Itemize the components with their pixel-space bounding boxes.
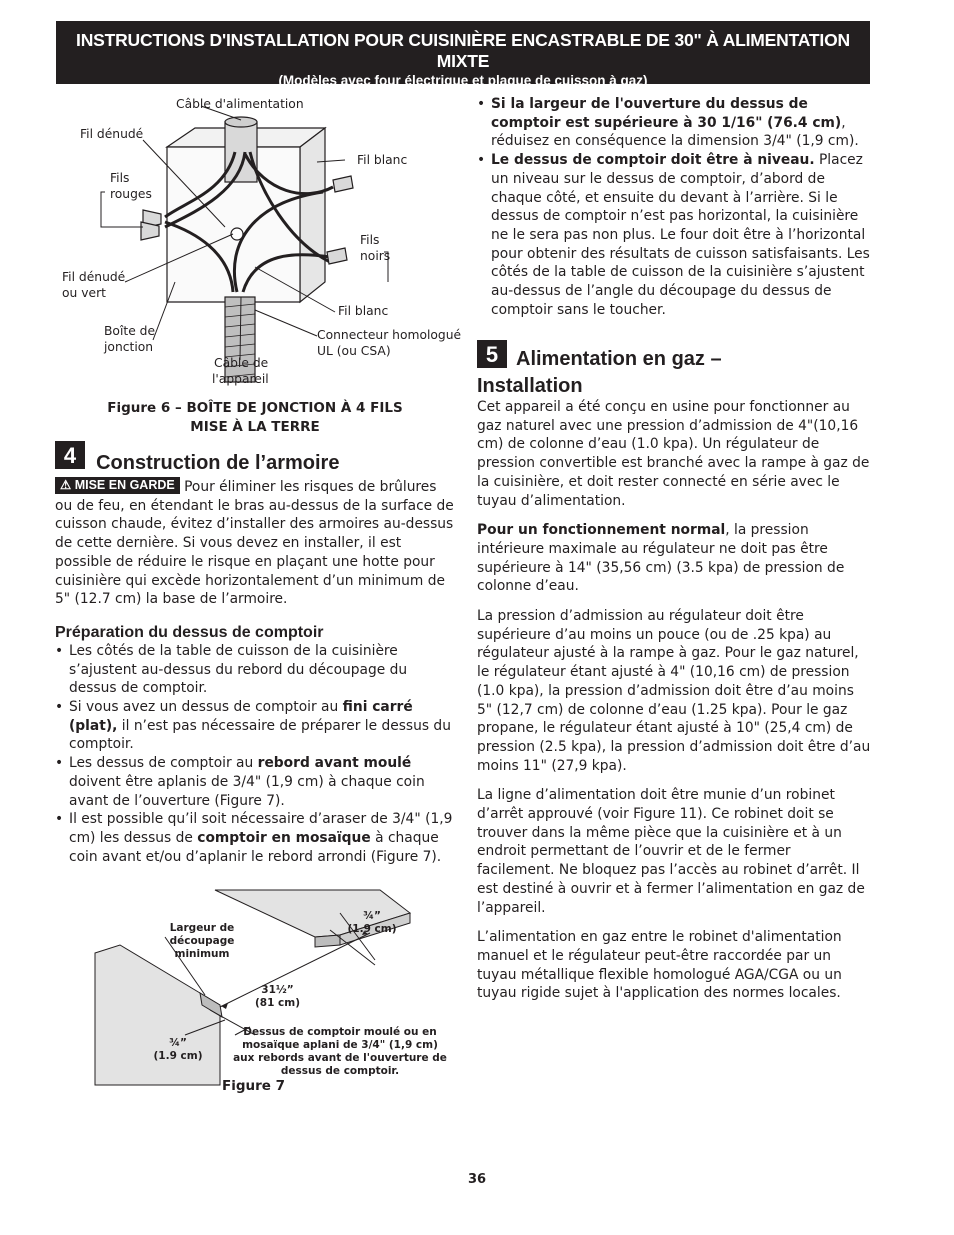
section-5-para-5: L’alimentation en gaz entre le robinet d'alimentation manuel et le régulateur peut-être raccordée par un tuyau métallique flexible homologué AGA/CGA ou un tuyau rigide sujet à l'application des normes locales. — [477, 929, 842, 1002]
countertop-requirements-list — [477, 95, 872, 319]
list-item: • Les côtés de la table de cuisson de la cuisinière s’ajustent au-dessus du rebord du découpage du dessus de comptoir. — [55, 642, 408, 697]
label-fil-denude-vert-1: Fil dénudé — [62, 270, 126, 284]
label-fil-denude: Fil dénudé — [80, 127, 144, 141]
section-5 — [477, 340, 872, 1003]
warning-label: MISE EN GARDE — [74, 478, 175, 492]
section-4-title: Construction de l’armoire — [96, 452, 340, 474]
section-4 — [55, 441, 455, 866]
section-5-heading — [477, 340, 872, 396]
section-5-para-2: Pour un fonctionnement normal, la pression intérieure maximale au régulateur ne doit pas être supérieure à 14" (35,56 cm) (3.5 kpa) de pression de colonne d’eau. — [477, 522, 845, 595]
section-5-number: 5 — [477, 340, 507, 368]
label-boite-1: Boîte de — [104, 324, 156, 338]
figure-6-caption-line-2: MISE À LA TERRE — [190, 419, 320, 435]
label-cable-appareil-2: l'appareil — [212, 372, 269, 386]
list-item: • Les dessus de comptoir au rebord avant moulé doivent être aplanis de 3/4" (1,9 cm) à chaque coin avant de l’ouverture (Figure 7). — [55, 755, 425, 809]
section-5-title-2: Installation — [477, 375, 583, 397]
page-header — [56, 21, 870, 88]
label-connecteur-1: Connecteur homologué — [317, 328, 462, 342]
warning-badge — [55, 477, 180, 494]
label-fils-noirs-1: Fils — [360, 233, 380, 247]
fig7-dim-bot: ¾” (1.9 cm) — [153, 1037, 203, 1062]
countertop-prep-list — [55, 642, 455, 866]
right-column — [477, 95, 872, 319]
fig7-dim-top: ¾” (1.9 cm) — [347, 910, 397, 935]
fig7-largeur: Largeur de découpage minimum — [169, 922, 235, 960]
figure-7-caption: Figure 7 — [222, 1078, 286, 1094]
label-fil-blanc-top: Fil blanc — [357, 153, 408, 167]
figure-6-caption — [55, 399, 455, 437]
warning-text: Pour éliminer les risques de brûlures ou de feu, en étendant le bras au-dessus de la surface de cuisson chaude, évitez d’installer des armoires au-dessus de cette dernière. Si vous devez en installer, il est possible de réduire le risque en plaçant une hotte pour cuisinière qui excède horizontalement d’un minimum de 5" (12.7 cm) la base de l’armoire. — [55, 479, 454, 608]
label-fil-denude-vert-2: ou vert — [62, 286, 106, 300]
page-number: 36 — [467, 1172, 487, 1187]
section-4-warning — [55, 477, 455, 609]
list-item: • Le dessus de comptoir doit être à niveau. Placez un niveau sur le dessus de comptoir, d’abord de chaque côté, et ensuite du devant à l’arrière. Si le dessus de comptoir n’est pas horizontal, la cuisinière ne le sera pas non plus. Le four doit être à l’horizontal pour obtenir des résultats de cuisson satisfaisants. Les côtés de la table de cuisson de la cuisinière s’ajustent au-dessus de l’angle du découpage du dessus de comptoir sans le toucher. — [477, 152, 870, 318]
label-cable-alimentation: Câble d'alimentation — [176, 97, 304, 111]
section-5-para-1: Cet appareil a été conçu en usine pour fonctionner au gaz naturel avec une pression d’admission de 4"(10,16 cm) de colonne d’eau (1.0 kpa). Un régulateur de pression convertible est branché avec la rampe à gaz de la cuisinière, et doit rester connecté en série avec le tuyau d’alimentation. — [477, 399, 870, 509]
list-item: • Si la largeur de l'ouverture du dessus de comptoir est supérieure à 30 1/16" (76.4 cm), réduisez en conséquence la dimension 3/4" (1,9 cm). — [477, 96, 859, 150]
label-cable-appareil-1: Câble de — [214, 356, 269, 370]
list-item: • Il est possible qu’il soit nécessaire d’araser de 3/4" (1,9 cm) les dessus de comptoir en mosaïque à chaque coin avant et/ou d’aplanir le rebord arrondi (Figure 7). — [55, 811, 453, 865]
header-title: INSTRUCTIONS D'INSTALLATION POUR CUISINIÈRE ENCASTRABLE DE 30" À ALIMENTATION MIXTE — [76, 30, 850, 71]
section-5-para-3: La pression d’admission au régulateur doit être supérieure d’au moins un pouce (ou de .25 kpa) au régulateur ajusté à la rampe à gaz. Pour le gaz naturel, le régulateur étant ajusté à 4" (10,16 cm) de pression (1.0 kpa), la pression d’admission doit être d’au moins 5" (12,7 cm) de colonne d’eau (1.25 kpa). Pour le gaz propane, le régulateur étant ajusté à 10" (25,4 cm) de pression (2.5 kpa), la pression d’admission doit être d’au moins 11" (27,9 kpa). — [477, 608, 871, 774]
fig7-dim-mid: 31½” (81 cm) — [254, 984, 301, 1009]
list-item: • Si vous avez un dessus de comptoir au fini carré (plat), il n’est pas nécessaire de préparer le dessus du comptoir. — [55, 699, 451, 753]
section-4-heading — [55, 441, 455, 473]
label-fils-rouges-2: rouges — [110, 187, 152, 201]
figure-6-caption-line-1: Figure 6 – BOÎTE DE JONCTION À 4 FILS — [107, 400, 403, 416]
figure-7 — [90, 885, 470, 1100]
section-4-number: 4 — [55, 441, 85, 469]
warning-icon: ⚠ — [60, 478, 72, 492]
figure-6 — [55, 92, 465, 392]
section-5-title-1: Alimentation en gaz – — [516, 348, 722, 370]
countertop-prep-heading: Préparation du dessus de comptoir — [55, 623, 324, 641]
label-connecteur-2: UL (ou CSA) — [317, 344, 391, 358]
header-subtitle: (Modèles avec four électrique et plaque de cuisson à gaz) — [278, 73, 648, 88]
section-5-para-4: La ligne d’alimentation doit être munie d’un robinet d’arrêt approuvé (voir Figure 11). Ce robinet doit se trouver dans la même pièce que la cuisinière et à un endroit permettant de l’ouvrir et de le fermer facilement. Ne bloquez pas l’accès au robinet d’arrêt. Il est destiné à ouvrir et à fermer l’alimentation en gaz de l’appareil. — [477, 787, 865, 916]
label-fil-blanc-bottom: Fil blanc — [338, 304, 389, 318]
label-boite-2: jonction — [104, 340, 154, 354]
label-fils-rouges-1: Fils — [110, 171, 130, 185]
label-fils-noirs-2: noirs — [360, 249, 391, 263]
fig7-note: Dessus de comptoir moulé ou en mosaïque aplani de 3/4" (1,9 cm) aux rebords avant de l'ouverture de dessus de comptoir. — [233, 1026, 447, 1077]
